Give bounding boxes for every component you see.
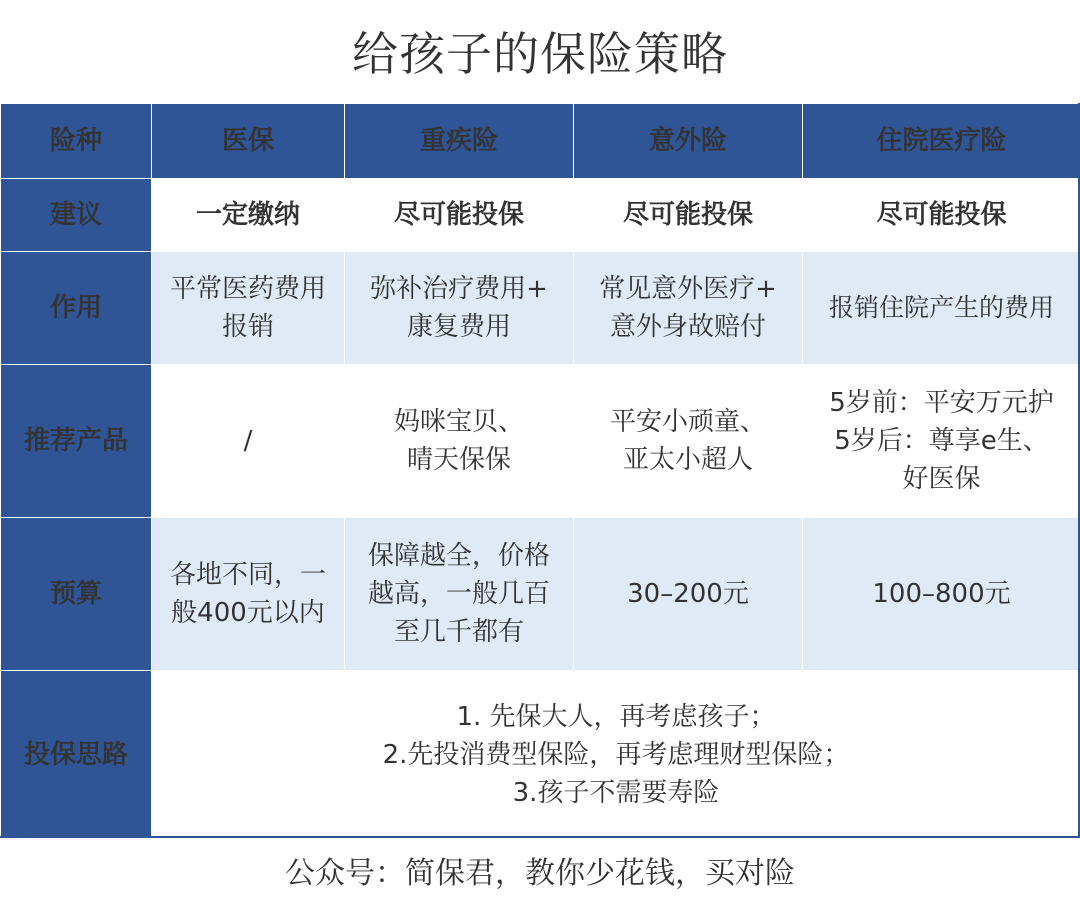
row-label-products: 推荐产品 [1, 365, 152, 518]
function-cell [345, 252, 574, 365]
budget-row [1, 518, 1080, 671]
cell-line: 弥补治疗费用+ [370, 274, 548, 304]
footer-caption: 公众号：简保君，教你少花钱，买对险 [285, 856, 795, 891]
approach-line: 1. 先保大人，再考虑孩子； [456, 701, 776, 732]
cell-line: 康复费用 [406, 312, 511, 342]
products-cell [803, 365, 1080, 518]
cell-line: 晴天保保 [406, 445, 511, 475]
budget-cell [803, 518, 1080, 671]
cell-line: 报销 [221, 312, 274, 342]
cell-line: / [243, 426, 253, 456]
cell-line: 妈咪宝贝、 [393, 407, 524, 437]
header-medical-insurance: 医保 [152, 104, 345, 179]
page-title: 给孩子的保险策略 [352, 27, 728, 81]
budget-cell [574, 518, 803, 671]
approach-row [1, 671, 1080, 839]
cell-line: 平安小顽童、 [609, 407, 766, 437]
advice-cell: 尽可能投保 [574, 179, 803, 252]
cell-line: 越高，一般几百 [367, 579, 550, 609]
row-label-approach: 投保思路 [1, 671, 152, 839]
row-label-budget: 预算 [1, 518, 152, 671]
header-accident: 意外险 [574, 104, 803, 179]
advice-row [1, 179, 1080, 252]
approach-line: 3.孩子不需要寿险 [512, 777, 720, 808]
header-critical-illness: 重疾险 [345, 104, 574, 179]
budget-cell [152, 518, 345, 671]
products-cell [574, 365, 803, 518]
cell-line: 报销住院产生的费用 [828, 293, 1054, 322]
products-row [1, 365, 1080, 518]
function-row [1, 252, 1080, 365]
products-cell [152, 365, 345, 518]
cell-line: 好医保 [902, 464, 981, 494]
cell-line: 常见意外医疗+ [599, 274, 777, 304]
advice-cell: 一定缴纳 [152, 179, 345, 252]
function-cell [574, 252, 803, 365]
cell-line: 5岁后：尊享e生、 [834, 426, 1049, 456]
function-cell [152, 252, 345, 365]
cell-line: 至几千都有 [393, 617, 524, 647]
insurance-strategy-table [0, 103, 1080, 839]
header-row [1, 104, 1080, 179]
approach-line: 2.先投消费型保险，再考虑理财型保险； [382, 739, 850, 770]
function-cell [803, 252, 1080, 365]
cell-line: 般400元以内 [171, 598, 325, 628]
row-label-function: 作用 [1, 252, 152, 365]
row-label-advice: 建议 [1, 179, 152, 252]
cell-line: 意外身故赔付 [609, 312, 766, 342]
cell-line: 100–800元 [872, 579, 1011, 609]
budget-cell [345, 518, 574, 671]
cell-line: 亚太小超人 [622, 445, 753, 475]
advice-cell: 尽可能投保 [803, 179, 1080, 252]
cell-line: 保障越全，价格 [367, 541, 550, 571]
cell-line: 平常医药费用 [169, 274, 326, 304]
header-hospitalization: 住院医疗险 [803, 104, 1080, 179]
products-cell [345, 365, 574, 518]
cell-line: 各地不同，一 [169, 560, 326, 590]
header-type: 险种 [1, 104, 152, 179]
cell-line: 5岁前：平安万元护 [829, 388, 1054, 418]
approach-cell [152, 671, 1080, 839]
advice-cell: 尽可能投保 [345, 179, 574, 252]
cell-line: 30–200元 [627, 579, 749, 609]
